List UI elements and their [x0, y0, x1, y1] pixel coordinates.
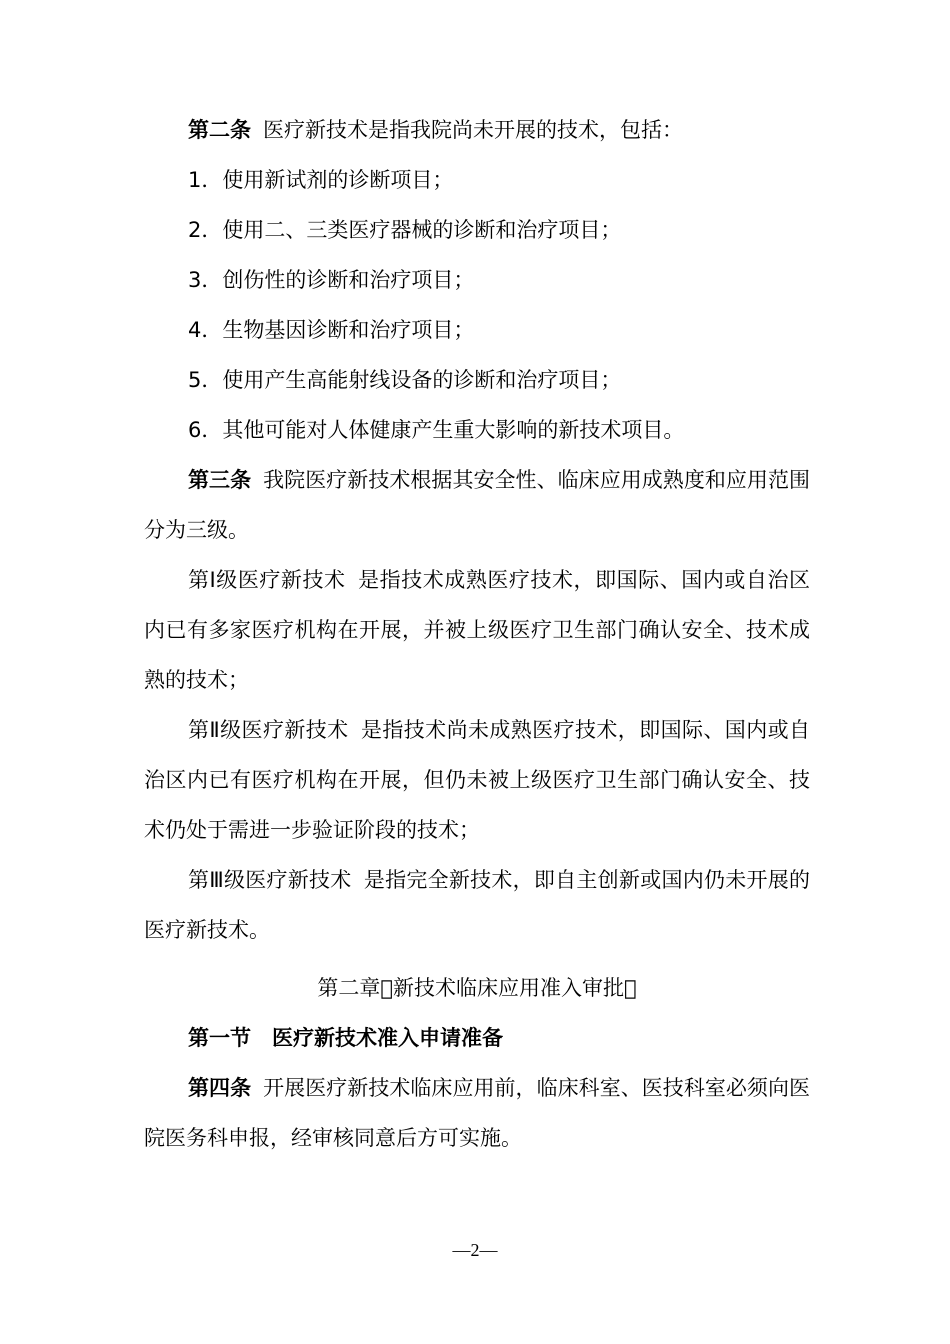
document-body [144, 105, 810, 1163]
article-4-label: 第四条 [188, 1076, 252, 1100]
article-3-paragraph [144, 455, 810, 555]
list-item: 4．生物基因诊断和治疗项目； [188, 318, 475, 342]
article-2-text: 医疗新技术是指我院尚未开展的技术，包括： [263, 118, 683, 142]
level-3-paragraph [144, 855, 810, 955]
level-2-text: 是指技术尚未成熟医疗技术，即国际、国内或自治区内已有医疗机构在开展，但仍未被上级医疗卫生部门确认安全、技术仍处于需进一步验证阶段的技术； [144, 718, 811, 842]
level-3-name: 第Ⅲ级医疗新技术 [188, 868, 352, 892]
level-1-text: 是指技术成熟医疗技术，即国际、国内或自治区内已有多家医疗机构在开展，并被上级医疗卫生部门确认安全、技术成熟的技术； [144, 568, 810, 692]
level-1-name: 第Ⅰ级医疗新技术 [188, 568, 346, 592]
list-item: 3．创伤性的诊断和治疗项目； [188, 268, 475, 292]
article-3-text: 我院医疗新技术根据其安全性、临床应用成熟度和应用范围分为三级。 [144, 468, 811, 542]
chapter-title: 第二章 新技术临床应用准入审批  [317, 976, 637, 1000]
article-2-label: 第二条 [188, 118, 251, 142]
page-number: —2— [452, 1240, 498, 1260]
level-2-paragraph [144, 705, 810, 855]
article-3-label: 第三条 [188, 468, 252, 492]
article-4-paragraph [144, 1063, 810, 1163]
section-title: 第一节 医疗新技术准入申请准备 [188, 1026, 503, 1050]
level-2-name: 第Ⅱ级医疗新技术 [188, 718, 349, 742]
list-item: 1．使用新试剂的诊断项目； [188, 168, 454, 192]
list-item: 6．其他可能对人体健康产生重大影响的新技术项目。 [188, 418, 685, 442]
level-1-paragraph [144, 555, 810, 705]
list-item: 5．使用产生高能射线设备的诊断和治疗项目； [188, 368, 622, 392]
article-4-text: 开展医疗新技术临床应用前，临床科室、医技科室必须向医院医务科申报，经审核同意后方可实施。 [144, 1076, 811, 1150]
list-item: 2．使用二、三类医疗器械的诊断和治疗项目； [188, 218, 622, 242]
article-2-paragraph [144, 105, 810, 155]
level-3-text: 是指完全新技术，即自主创新或国内仍未开展的医疗新技术。 [144, 868, 811, 942]
